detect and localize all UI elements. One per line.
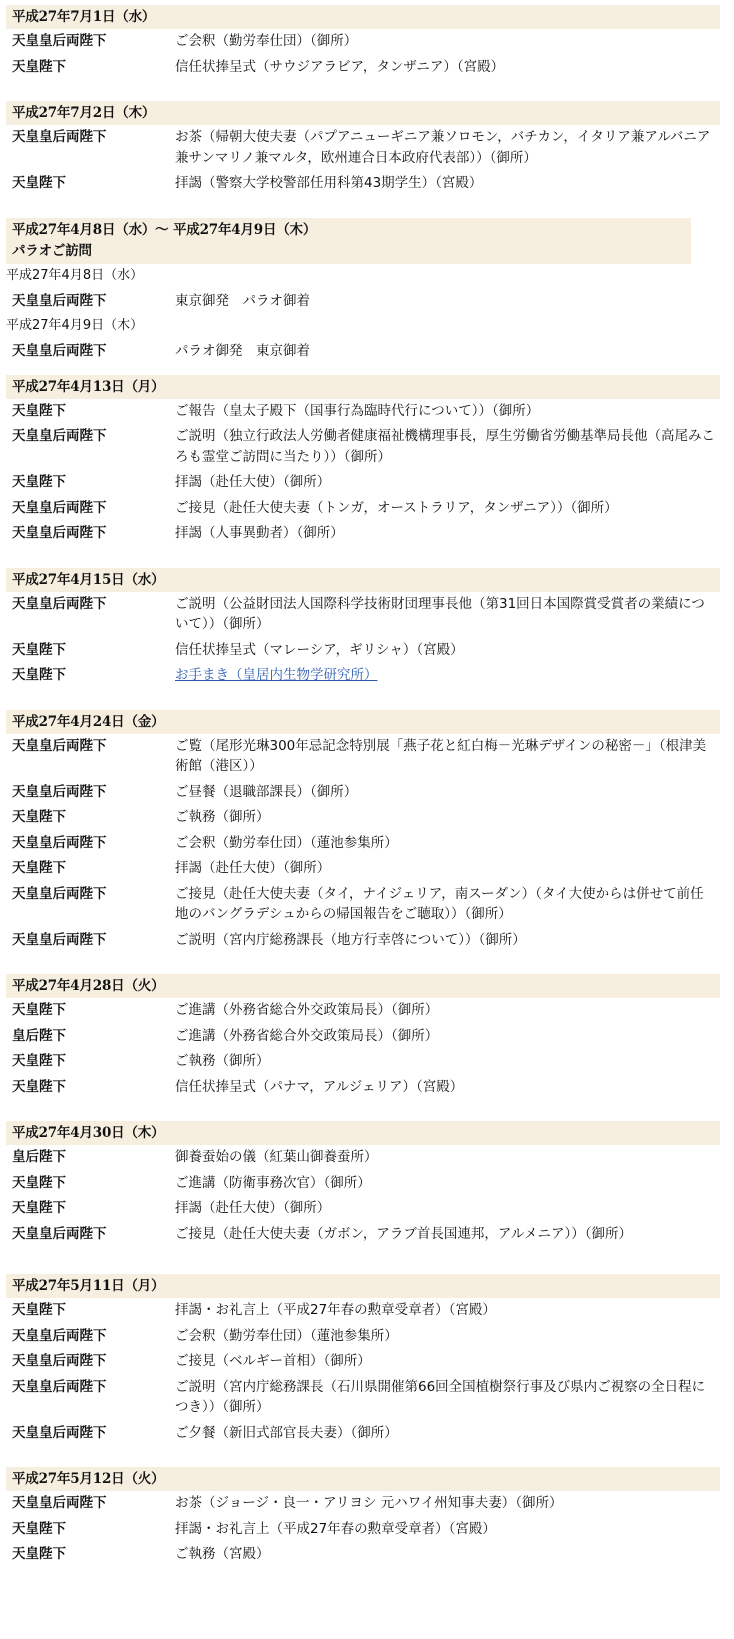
trip-subdate: 平成27年4月9日（木） — [6, 318, 144, 333]
attendee: 天皇陛下 — [12, 58, 66, 75]
attendee: 天皇皇后両陛下 — [12, 1225, 107, 1242]
event: 東京御発 パラオ御着 — [175, 292, 310, 309]
event-link[interactable]: お手まき（皇居内生物学研究所） — [175, 667, 378, 683]
schedule-row — [6, 1517, 720, 1543]
event: ご覧（尾形光琳300年忌記念特別展「燕子花と紅白梅－光琳デザインの秘密－」（根津美術館（港区）） — [175, 737, 707, 774]
event: ご接見（赴任大使夫妻（ガボン，アラブ首長国連邦，アルメニア））（御所） — [175, 1225, 632, 1242]
event: ご執務（御所） — [175, 809, 270, 825]
event: 拝謁（人事異動者）（御所） — [175, 525, 344, 541]
date-header: 平成27年4月15日（水） — [6, 568, 720, 592]
schedule-row — [6, 399, 720, 425]
date-header: 平成27年5月11日（月） — [6, 1274, 720, 1298]
schedule-row — [6, 805, 720, 831]
event: 信任状捧呈式（マレーシア，ギリシャ）（宮殿） — [175, 641, 464, 658]
event: ご進講（防衛事務次官）（御所） — [175, 1174, 371, 1191]
schedule-row — [6, 1049, 720, 1075]
attendee: 天皇皇后両陛下 — [12, 343, 107, 359]
event: ご昼餐（退職部課長）（御所） — [175, 783, 358, 800]
schedule-row — [6, 521, 720, 547]
schedule-row — [6, 1324, 720, 1350]
schedule-row — [6, 831, 720, 857]
attendee: 天皇陛下 — [12, 474, 66, 490]
event: ご説明（宮内庁総務課長（石川県開催第66回全国植樹祭行事及び県内ご視察の全日程につき））（御所） — [175, 1378, 706, 1415]
event: 拝謁・お礼言上（平成27年春の勲章受章者）（宮殿） — [175, 1520, 496, 1537]
schedule-row — [6, 1491, 720, 1517]
schedule-day — [6, 568, 720, 689]
event: ご会釈（勤労奉仕団）（蓮池参集所） — [175, 834, 398, 851]
event — [175, 665, 720, 686]
date-header: 平成27年5月12日（火） — [6, 1467, 720, 1491]
schedule-row — [6, 780, 720, 806]
schedule-row — [6, 638, 720, 664]
event: ご執務（宮殿） — [175, 1546, 270, 1562]
attendee: 天皇皇后両陛下 — [12, 931, 107, 948]
schedule-row — [6, 1222, 720, 1248]
schedule-day — [6, 1121, 720, 1247]
event: ご説明（公益財団法人国際科学技術財団理事長他（第31回日本国際賞受賞者の業績について））（御所） — [175, 595, 705, 632]
attendee: 天皇陛下 — [12, 641, 66, 658]
attendee: 天皇皇后両陛下 — [12, 783, 107, 800]
date-header: 平成27年7月2日（木） — [6, 101, 720, 125]
schedule-row — [6, 592, 720, 638]
attendee: 天皇皇后両陛下 — [12, 1495, 107, 1511]
event: 拝謁（赴任大使）（御所） — [175, 1200, 331, 1216]
event: ご説明（独立行政法人労働者健康福祉機構理事長，厚生労働省労働基準局長他（高尾みころも霊堂ご訪問に当たり））（御所） — [175, 428, 715, 465]
schedule-row — [6, 856, 720, 882]
event: ご会釈（勤労奉仕団）（御所） — [175, 33, 358, 49]
attendee: 天皇皇后両陛下 — [12, 428, 107, 444]
attendee: 天皇皇后両陛下 — [12, 1424, 107, 1441]
event: ご進講（外務省総合外交政策局長）（御所） — [175, 1027, 439, 1044]
trip-subdate: 平成27年4月8日（水） — [6, 267, 144, 283]
event: 拝謁・お礼言上（平成27年春の勲章受章者）（宮殿） — [175, 1302, 496, 1318]
schedule-row — [6, 55, 720, 81]
schedule-row — [6, 1145, 720, 1171]
event: 信任状捧呈式（パナマ，アルジェリア）（宮殿） — [175, 1078, 464, 1095]
date-header: 平成27年4月13日（月） — [6, 375, 720, 399]
event: お茶（ジョージ・良一・アリヨシ 元ハワイ州知事夫妻）（御所） — [175, 1495, 563, 1511]
schedule-row — [6, 663, 720, 689]
event: ご報告（皇太子殿下（国事行為臨時代行について））（御所） — [175, 402, 540, 419]
event: ご夕餐（新旧式部官長夫妻）（御所） — [175, 1424, 398, 1441]
schedule-row — [6, 171, 720, 197]
schedule-day — [6, 101, 720, 197]
event: パラオ御発 東京御着 — [175, 343, 310, 359]
schedule-row — [6, 29, 720, 55]
schedule-row — [6, 339, 720, 365]
schedule-day — [6, 1467, 720, 1568]
schedule-day — [6, 5, 720, 80]
schedule-day — [6, 974, 720, 1100]
schedule-row — [6, 125, 720, 171]
schedule-row — [6, 1024, 720, 1050]
event: 御養蚕始の儀（紅葉山御養蚕所） — [175, 1149, 378, 1165]
schedule-row — [6, 882, 720, 928]
date-header: 平成27年4月28日（火） — [6, 974, 720, 998]
attendee: 天皇陛下 — [12, 860, 66, 876]
attendee: 天皇皇后両陛下 — [12, 834, 107, 851]
event: 拝謁（赴任大使）（御所） — [175, 474, 331, 490]
attendee: 天皇皇后両陛下 — [12, 1327, 107, 1344]
schedule-row — [6, 734, 720, 780]
schedule-row — [6, 1298, 720, 1324]
event: 拝謁（警察大学校警部任用科第43期学生）（宮殿） — [175, 175, 483, 191]
attendee: 天皇陛下 — [12, 809, 66, 825]
trip-title: パラオご訪問 — [12, 242, 92, 259]
schedule-row — [6, 470, 720, 496]
attendee: 天皇皇后両陛下 — [12, 1353, 107, 1369]
attendee: 天皇皇后両陛下 — [12, 737, 107, 754]
attendee: 天皇皇后両陛下 — [12, 129, 107, 145]
event: ご接見（赴任大使夫妻（トンガ，オーストラリア，タンザニア））（御所） — [175, 499, 618, 516]
schedule-row — [6, 1196, 720, 1222]
attendee: 天皇陛下 — [12, 1200, 66, 1216]
attendee: 天皇陛下 — [12, 402, 66, 419]
schedule-row — [6, 424, 720, 470]
attendee: 天皇陛下 — [12, 1302, 66, 1318]
schedule-row — [6, 928, 720, 954]
event: 信任状捧呈式（サウジアラビア，タンザニア）（宮殿） — [175, 58, 505, 75]
schedule-day — [6, 1274, 720, 1446]
schedule-row — [6, 1375, 720, 1421]
attendee: 天皇陛下 — [12, 175, 66, 191]
attendee: 天皇陛下 — [12, 1078, 66, 1095]
attendee: 天皇皇后両陛下 — [12, 1378, 107, 1395]
event: ご接見（ベルギー首相）（御所） — [175, 1353, 371, 1369]
schedule-day — [6, 375, 720, 547]
trip-header — [6, 218, 691, 264]
schedule-row — [6, 1542, 720, 1568]
schedule-row — [6, 1421, 720, 1447]
attendee: 天皇陛下 — [12, 1520, 66, 1537]
attendee: 皇后陛下 — [12, 1149, 66, 1165]
event: ご接見（赴任大使夫妻（タイ，ナイジェリア，南スーダン）（タイ大使からは併せて前任地のバングラデシュからの帰国報告をご聴取））（御所） — [175, 885, 704, 922]
schedule-row — [6, 289, 720, 315]
event: ご執務（御所） — [175, 1053, 270, 1069]
trip-date-range: 平成27年4月8日（水）～ 平成27年4月9日（木） — [12, 221, 317, 238]
attendee: 天皇陛下 — [12, 1546, 66, 1562]
schedule-trip — [6, 218, 720, 365]
date-header: 平成27年4月30日（木） — [6, 1121, 720, 1145]
attendee: 天皇皇后両陛下 — [12, 885, 107, 902]
event: ご進講（外務省総合外交政策局長）（御所） — [175, 1002, 439, 1018]
schedule-row — [6, 496, 720, 522]
schedule-row — [6, 998, 720, 1024]
event: ご説明（宮内庁総務課長（地方行幸啓について））（御所） — [175, 931, 526, 948]
date-header: 平成27年7月1日（水） — [6, 5, 720, 29]
event: お茶（帰朝大使夫妻（パプアニューギニア兼ソロモン，バチカン，イタリア兼アルバニア兼サンマリノ兼マルタ，欧州連合日本政府代表部））（御所） — [175, 129, 711, 166]
date-header: 平成27年4月24日（金） — [6, 710, 720, 734]
attendee: 天皇陛下 — [12, 1174, 66, 1191]
attendee: 天皇皇后両陛下 — [12, 595, 107, 612]
attendee: 天皇陛下 — [12, 1053, 66, 1069]
schedule-row — [6, 1075, 720, 1101]
attendee: 天皇陛下 — [12, 1002, 66, 1018]
attendee: 天皇皇后両陛下 — [12, 525, 107, 541]
schedule-row — [6, 1349, 720, 1375]
event: ご会釈（勤労奉仕団）（蓮池参集所） — [175, 1327, 398, 1344]
attendee: 天皇皇后両陛下 — [12, 292, 107, 309]
attendee: 天皇皇后両陛下 — [12, 33, 107, 49]
attendee: 皇后陛下 — [12, 1027, 66, 1044]
event: 拝謁（赴任大使）（御所） — [175, 860, 331, 876]
attendee: 天皇陛下 — [12, 667, 66, 683]
schedule-row — [6, 1171, 720, 1197]
schedule-day — [6, 710, 720, 954]
attendee: 天皇皇后両陛下 — [12, 499, 107, 516]
